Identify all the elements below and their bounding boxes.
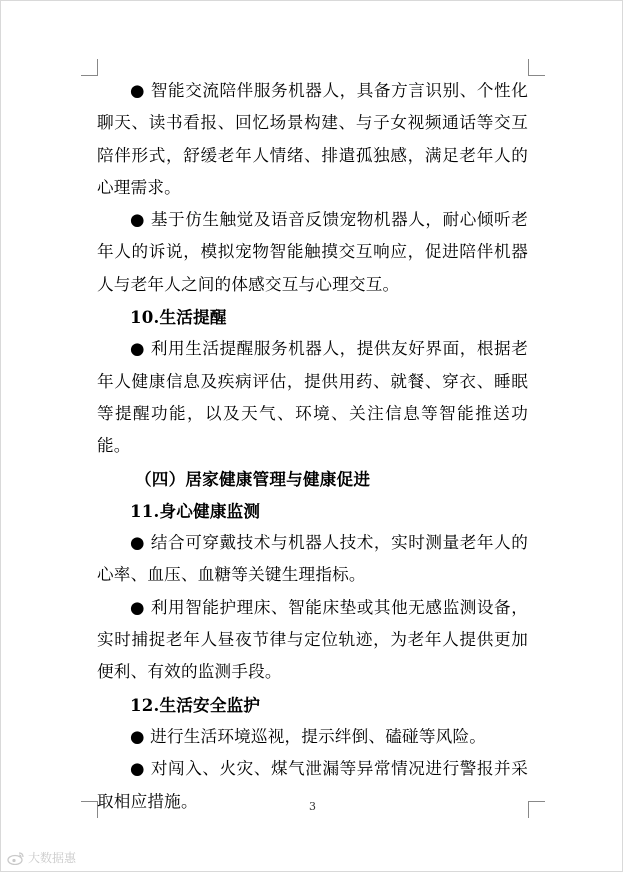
subheading: 10.生活提醒 — [130, 307, 227, 328]
paragraph: ● 结合可穿戴技术与机器人技术，实时测量老年人的心率、血压、血糖等关键生理指标。 — [97, 533, 528, 585]
section-heading: （四）居家健康管理与健康促进 — [135, 468, 371, 489]
paragraph: ● 对闯入、火灾、煤气泄漏等异常情况进行警报并采取相应措施。 — [97, 759, 528, 811]
paragraph: ● 利用生活提醒服务机器人，提供友好界面，根据老年人健康信息及疾病评估，提供用药、就餐、穿衣、睡眠等提醒功能，以及天气、环境、关注信息等智能推送功能。 — [97, 339, 528, 456]
crop-mark-top-right — [528, 59, 545, 76]
paragraph: ● 智能交流陪伴服务机器人，具备方言识别、个性化聊天、读书看报、回忆场景构建、与子女视频通话等交互陪伴形式，舒缓老年人情绪、排遣孤独感，满足老年人的心理需求。 — [97, 81, 528, 197]
crop-mark-top-left — [81, 59, 98, 76]
watermark-text: 大数据惠 — [28, 851, 77, 865]
subheading: 12.生活安全监护 — [130, 694, 261, 715]
weibo-logo-icon — [7, 851, 25, 865]
document-body — [97, 75, 528, 818]
paragraph: ● 进行生活环境巡视，提示绊倒、磕碰等风险。 — [130, 726, 487, 746]
watermark — [7, 849, 76, 866]
page-number: 3 — [309, 800, 316, 813]
paragraph: ● 利用智能护理床、智能床垫或其他无感监测设备，实时捕捉老年人昼夜节律与定位轨迹，为老年人提供更加便利、有效的监测手段。 — [97, 597, 528, 682]
paragraph: ● 基于仿生触觉及语音反馈宠物机器人，耐心倾听老年人的诉说，模拟宠物智能触摸交互响应，促进陪伴机器人与老年人之间的体感交互与心理交互。 — [97, 210, 528, 294]
subheading: 11.身心健康监测 — [130, 500, 261, 521]
